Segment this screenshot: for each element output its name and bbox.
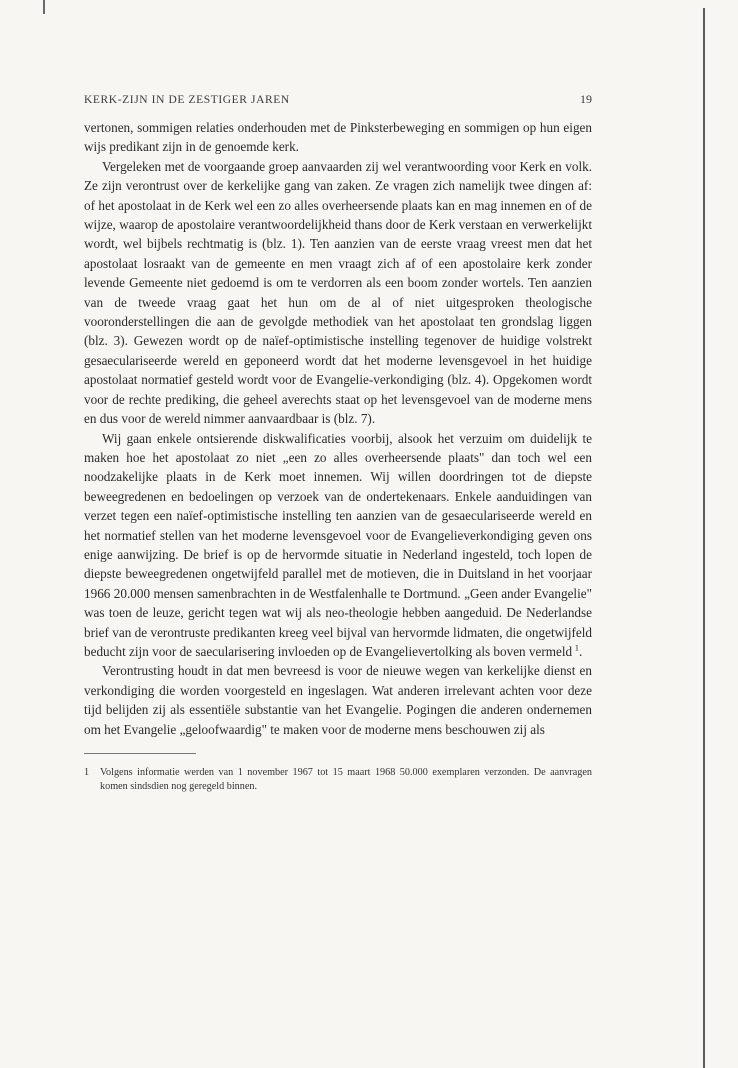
footnote (84, 766, 592, 794)
page-number: 19 (580, 92, 592, 106)
scan-edge-left (43, 0, 45, 14)
body-text (84, 118, 592, 739)
paragraph-3-end: . (579, 643, 583, 659)
footnote-divider (84, 753, 196, 754)
paragraph-3-text: Wij gaan enkele ontsierende diskwalificaties voorbij, alsook het verzuim om duidelijk te maken hoe het apostolaat zo niet „een zo alles overheersende plaats" dan toch wel een noodzakelijke plaats in de Kerk moet innemen. Wij willen doordringen tot de diepste beweegredenen en bedoelingen op verzoek van de ondertekenaars. Enkele aanduidingen van verzet tegen een naïef-optimistische instelling ten aanzien van de gesaeculariseerde wereld en het normatief stellen van het moderne levensgevoel voor de Evangelieverkondiging geven ons enige aanwijzing. De brief is op de hervormde situatie in Nederland ingesteld, toch lopen de diepste beweegredenen ongetwijfeld parallel met de motieven, die in Duitsland in het voorjaar 1966 20.000 mensen samenbrachten in de Westfalenhalle te Dortmund. „Geen ander Evangelie" was toen de leuze, gericht tegen wat wij als neo-theologie hebben aangeduid. De Nederlandse brief van de verontruste predikanten kreeg veel bijval van hervormde lidmaten, die ongetwijfeld beducht zijn voor de saecularisering invloeden op de Evangelievertolking als boven vermeld (84, 430, 592, 659)
footnote-text: Volgens informatie werden van 1 november 1967 tot 15 maart 1968 50.000 exemplaren verzonden. De aanvragen komen sindsdien nog geregeld binnen. (100, 767, 592, 792)
paragraph-4: Verontrusting houdt in dat men bevreesd is voor de nieuwe wegen van kerkelijke dienst en verkondiging die worden voorgesteld en ingeslagen. Wat anderen irrelevant achten voor deze tijd belijden zij als essentiële substantie van het Evangelie. Pogingen die anderen ondernemen om het Evangelie „geloofwaardig" te maken voor de moderne mens beschouwen zij als (84, 663, 592, 737)
running-header (84, 92, 592, 107)
running-title: KERK-ZIJN IN DE ZESTIGER JAREN (84, 94, 290, 106)
paragraph-2: Vergeleken met de voorgaande groep aanvaarden zij wel verantwoording voor Kerk en volk. Ze zijn verontrust over de kerkelijke gang van zaken. Ze vragen zich namelijk twee dingen af: of het apostolaat in de Kerk wel een zo alles overheersende plaats kan en mag innemen en of de wijze, waarop de apostolaire verantwoordelijkheid thans door de Kerk verstaan en verwerkelijkt wordt, wel bijbels rechtmatig is (blz. 1). Ten aanzien van de eerste vraag vreest men dat het apostolaat losraakt van de gemeente en men vraagt zich af of een apostolaire kerk zonder levende Gemeente niet gedoemd is om te verdorren als een boom zonder wortels. Ten aanzien van de tweede vraag gaat het hun om de al of niet uitgesproken theologische vooronderstellingen die aan de gevolgde methodiek van het apostolaat ten grondslag liggen (blz. 3). Gewezen wordt op de naïef-optimistische instelling tegenover de huidige volstrekt gesaeculariseerde wereld en geponeerd wordt dat het moderne levensgevoel in het huidige apostolaat normatief gesteld wordt voor de Evangelie-verkondiging (blz. 4). Opgekomen wordt voor de rechte prediking, die geheel averechts staat op het levensgevoel van de moderne mens en dus voor de wereld nimmer aanvaardbaar is (blz. 7). (84, 158, 592, 427)
paragraph-3 (84, 429, 592, 662)
footnote-marker: 1 (84, 767, 90, 778)
scan-edge-right (703, 8, 705, 1068)
footnote-reference: 1 (574, 642, 580, 653)
book-page (84, 92, 592, 794)
paragraph-1: vertonen, sommigen relaties onderhouden met de Pinksterbeweging en sommigen op hun eigen wijs predikant zijn in de genoemde kerk. (84, 120, 592, 155)
